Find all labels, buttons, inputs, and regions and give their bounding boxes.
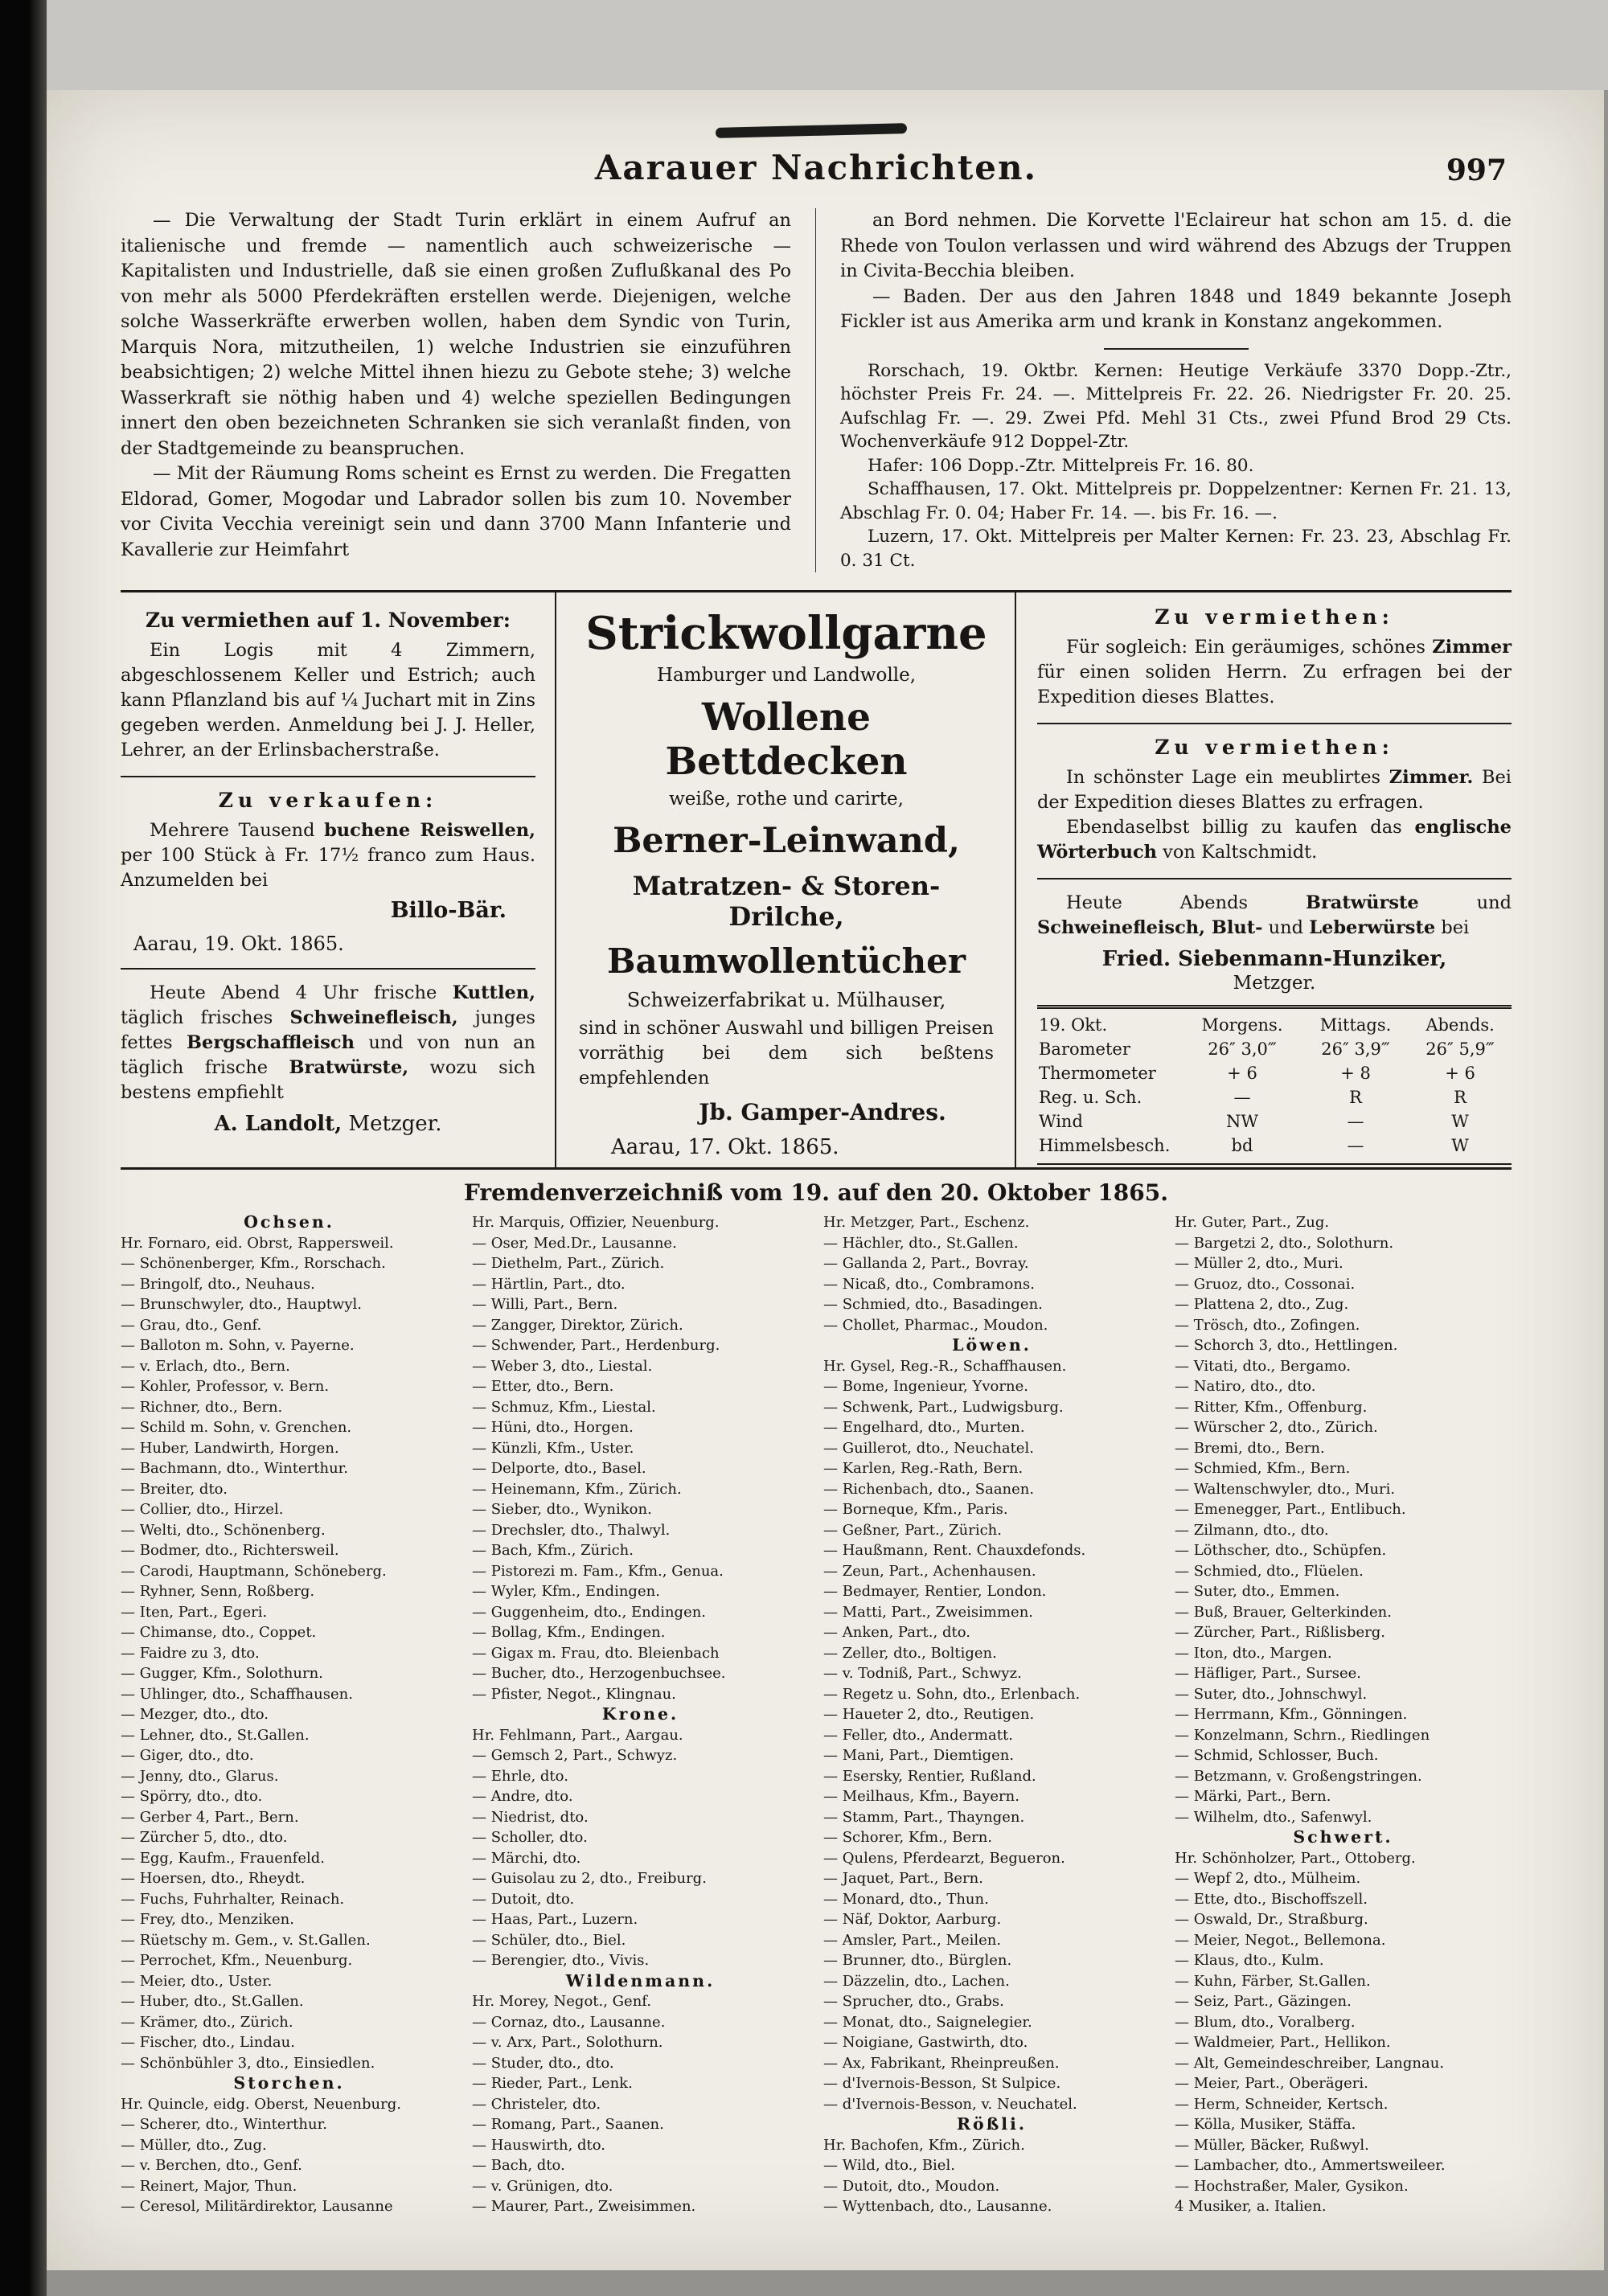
guest-entry: Hr. Marquis, Offizier, Neuenburg.: [472, 1214, 720, 1231]
guest-entry: — Kuhn, Färber, St.Gallen.: [1175, 1972, 1371, 1990]
ads-column-right: [1016, 592, 1512, 1167]
guest-entry: — Schwender, Part., Herdenburg.: [472, 1337, 720, 1354]
guest-column-2: [472, 1212, 809, 2217]
guest-entry: Hr. Metzger, Part., Eschenz.: [823, 1214, 1030, 1231]
guest-entry: — Rüetschy m. Gem., v. St.Gallen.: [121, 1931, 371, 1949]
guest-entry: — Scholler, dto.: [472, 1829, 588, 1846]
guest-entry: — Betzmann, v. Großengstringen.: [1175, 1767, 1422, 1785]
guest-entry: — Mani, Part., Diemtigen.: [823, 1747, 1015, 1764]
guest-entry: — Bome, Ingenieur, Yvorne.: [823, 1378, 1028, 1395]
guest-entry: Hr. Guter, Part., Zug.: [1175, 1214, 1330, 1231]
guest-entry: — Gerber 4, Part., Bern.: [121, 1808, 299, 1826]
guest-entry: — Scherer, dto., Winterthur.: [121, 2116, 327, 2133]
guest-entry: — Vitati, dto., Bergamo.: [1175, 1357, 1352, 1375]
guest-entry: Hr. Fehlmann, Part., Aargau.: [472, 1726, 683, 1744]
guest-entry: — Wyttenbach, dto., Lausanne.: [823, 2198, 1052, 2215]
guest-entry: — Guillerot, dto., Neuchatel.: [823, 1439, 1034, 1457]
weather-table: [1037, 1005, 1512, 1165]
guest-entry: — Kohler, Professor, v. Bern.: [121, 1378, 330, 1395]
ad-body: Ein Logis mit 4 Zimmern, abgeschlossenem Keller und Estrich; auch kann Pflanzland bis auf ¼ Juchart mit in Zins gegeben werden. Anmeldung bei J. J. Heller, Lehrer, an der Erlinsbacherstraße.: [121, 640, 535, 761]
scan-background-top: [0, 0, 1608, 90]
guest-entry: — Konzelmann, Schrn., Riedlingen: [1175, 1726, 1430, 1744]
guest-entry: — Spörry, dto., dto.: [121, 1788, 263, 1805]
guest-entry: — Fischer, dto., Lindau.: [121, 2034, 295, 2051]
hotel-heading: Storchen.: [233, 2073, 345, 2093]
ad-display-line: Wollene Bettdecken: [665, 695, 908, 784]
ad-signature: Fried. Siebenmann-Hunziker,: [1101, 947, 1447, 971]
guest-entry: — Perrochet, Kfm., Neuenburg.: [121, 1952, 353, 1969]
guest-entry: — Breiter, dto.: [121, 1480, 228, 1498]
market-reports: [840, 359, 1512, 573]
book-binding-shadow: [0, 0, 47, 2296]
guest-entry: — Schwenk, Part., Ludwigsburg.: [823, 1398, 1064, 1416]
guest-entry: — Etter, dto., Bern.: [472, 1378, 614, 1395]
guest-entry: — Sprucher, dto., Grabs.: [823, 1993, 1004, 2010]
guest-entry: — Märchi, dto.: [472, 1849, 581, 1867]
guest-entry: — Ax, Fabrikant, Rheinpreußen.: [823, 2054, 1060, 2072]
guest-entry: — Zeller, dto., Boltigen.: [823, 1644, 997, 1662]
newspaper-page: [47, 90, 1604, 2270]
ad-display-line: Strickwollgarne: [585, 607, 987, 660]
ad-dateline: Aarau, 17. Okt. 1865.: [611, 1135, 839, 1159]
guest-entry: — Gallanda 2, Part., Bovray.: [823, 1255, 1029, 1272]
ad-divider: [1037, 878, 1512, 879]
guest-entry: — Sieber, dto., Wynikon.: [472, 1501, 652, 1518]
guest-entry: — Wilhelm, dto., Safenwyl.: [1175, 1808, 1372, 1826]
guest-entry: 4 Musiker, a. Italien.: [1175, 2198, 1327, 2215]
guest-entry: — Schmuz, Kfm., Liestal.: [472, 1398, 656, 1416]
guest-entry: Hr. Bachofen, Kfm., Zürich.: [823, 2136, 1025, 2154]
guest-entry: — Bremi, dto., Bern.: [1175, 1439, 1325, 1457]
guest-entry: — v. Arx, Part., Solothurn.: [472, 2034, 663, 2051]
guest-entry: — Guisolau zu 2, dto., Freiburg.: [472, 1870, 707, 1887]
guest-entry: — Waldmeier, Part., Hellikon.: [1175, 2034, 1391, 2051]
guest-entry: — Zilmann, dto., dto.: [1175, 1521, 1329, 1539]
guest-entry: — Karlen, Reg.-Rath, Bern.: [823, 1460, 1023, 1477]
guest-entry: — Brunner, dto., Bürglen.: [823, 1952, 1012, 1969]
weather-row: Barometer 26″ 3,0‴ 26″ 3,9‴ 26″ 5,9‴: [1037, 1037, 1512, 1061]
guest-entry: — Huber, Landwirth, Horgen.: [121, 1439, 339, 1457]
guest-entry: — Bringolf, dto., Neuhaus.: [121, 1275, 315, 1293]
guest-entry: — Bach, dto.: [472, 2157, 565, 2174]
ad-body: Ebendaselbst billig zu kaufen das englische Wörterbuch von Kaltschmidt.: [1037, 817, 1512, 863]
guest-entry: — Haas, Part., Luzern.: [472, 1911, 638, 1928]
guest-entry: Hr. Quincle, eidg. Oberst, Neuenburg.: [121, 2095, 401, 2113]
ad-signature: Billo-Bär.: [390, 898, 507, 923]
guest-entry: — Schmied, dto., Flüelen.: [1175, 1562, 1364, 1580]
guest-entry: — Schmied, dto., Basadingen.: [823, 1296, 1043, 1313]
hotel-heading: Löwen.: [952, 1335, 1032, 1355]
guest-entry: — Cornaz, dto., Lausanne.: [472, 2013, 666, 2031]
guest-entry: — Mezger, dto., dto.: [121, 1706, 269, 1723]
ad-body: Heute Abend 4 Uhr frische Kuttlen, täglich frisches Schweinefleisch, junges fettes Bergschaffleisch und von nun an täglich frische Bratwürste, wozu sich bestens empfiehlt: [121, 982, 535, 1103]
guest-entry: — Seiz, Part., Gäzingen.: [1175, 1993, 1352, 2010]
market-report: Rorschach, 19. Oktbr. Kernen: Heutige Verkäufe 3370 Dopp.-Ztr., höchster Preis Fr. 24. —. Mittelpreis Fr. 22. 26. Niedrigster Fr. 20. 25. Aufschlag Fr. —. 29. Zwei Pfd. Mehl 31 Cts., zwei Pfund Brod 29 Cts. Wochenverkäufe 912 Doppel-Ztr.: [840, 360, 1512, 452]
guest-entry: — Däzzelin, dto., Lachen.: [823, 1972, 1010, 1990]
guest-entry: — Haußmann, Rent. Chauxdefonds.: [823, 1542, 1086, 1559]
guest-entry: — Brunschwyler, dto., Hauptwyl.: [121, 1296, 362, 1313]
guest-entry: — Alt, Gemeindeschreiber, Langnau.: [1175, 2054, 1445, 2072]
guest-entry: — Chollet, Pharmac., Moudon.: [823, 1316, 1048, 1334]
guest-entry: — Studer, dto., dto.: [472, 2054, 614, 2072]
guest-entry: — Hächler, dto., St.Gallen.: [823, 1234, 1019, 1252]
guest-entry: — Künzli, Kfm., Uster.: [472, 1439, 634, 1457]
ad-divider: [121, 968, 535, 970]
guest-entry: — Chimanse, dto., Coppet.: [121, 1624, 317, 1641]
guest-entry: — Pistorezi m. Fam., Kfm., Genua.: [472, 1562, 724, 1580]
guest-entry: — Welti, dto., Schönenberg.: [121, 1521, 326, 1539]
guest-entry: — Fuchs, Fuhrhalter, Reinach.: [121, 1890, 345, 1908]
weather-row: Himmelsbesch. bd — W: [1037, 1134, 1512, 1164]
guest-entry: — Jenny, dto., Glarus.: [121, 1767, 279, 1785]
guest-entry: — Löthscher, dto., Schüpfen.: [1175, 1542, 1387, 1559]
news-paragraph: — Die Verwaltung der Stadt Turin erklärt in einem Aufruf an italienische und fremde — namentlich auch schweizerische — Kapitalisten und Industrielle, daß sie einen großen Zuflußkanal des Po von mehr als 5000 Pferdekräften erstellen werde. Diejenigen, welche solche Wasserkräfte erwerben wollen, haben dem Syndic von Turin, Marquis Nora, mitzutheilen, 1) welche Industrien sie einzuführen beabsichtigen; 2) welche Mittel ihnen hiezu zu Gebote stehe; 3) welche Wasserkraft sie nöthig haben und 4) welche speziellen Bedingungen innert den oben bezeichneten Schranken sie sich veranlaßt finden, von der Stadtgemeinde zu beanspruchen.: [121, 210, 791, 459]
guest-entry: — Bach, Kfm., Zürich.: [472, 1542, 634, 1559]
guest-entry: — v. Grünigen, dto.: [472, 2177, 613, 2195]
news-paragraph: — Baden. Der aus den Jahren 1848 und 1849 bekannte Joseph Fickler ist aus Amerika arm und krank in Konstanz angekommen.: [840, 285, 1512, 332]
guest-entry: — Ette, dto., Bischoffszell.: [1175, 1890, 1368, 1908]
weather-date: 19. Okt.: [1039, 1015, 1108, 1035]
weather-row: Wind NW — W: [1037, 1109, 1512, 1134]
guest-entry: — d'Ivernois-Besson, v. Neuchatel.: [823, 2095, 1077, 2113]
news-section: [121, 208, 1512, 592]
ad-body: Mehrere Tausend buchene Reiswellen, per 100 Stück à Fr. 17½ franco zum Haus. Anzumelden bei: [121, 820, 535, 891]
page-title: Aarauer Nachrichten.: [594, 148, 1038, 187]
weather-col-header: Morgens.: [1201, 1015, 1283, 1035]
guest-entry: — Härtlin, Part., dto.: [472, 1275, 626, 1293]
guest-entry: — Faidre zu 3, dto.: [121, 1644, 260, 1662]
weather-row-label: Wind: [1039, 1112, 1083, 1131]
guest-entry: — Niedrist, dto.: [472, 1808, 589, 1826]
guest-entry: — Iten, Part., Egeri.: [121, 1603, 268, 1621]
ad-strickwollgarne: [556, 592, 1016, 1167]
guest-entry: — Märki, Part., Bern.: [1175, 1788, 1331, 1805]
masthead: [121, 90, 1512, 187]
guest-entry: — Wyler, Kfm., Endingen.: [472, 1583, 660, 1600]
ad-signature: Jb. Gamper-Andres.: [699, 1099, 946, 1125]
guest-entry: — Herm, Schneider, Kertsch.: [1175, 2095, 1389, 2113]
guest-entry: — Würscher 2, dto., Zürich.: [1175, 1419, 1378, 1436]
guest-entry: — Willi, Part., Bern.: [472, 1296, 618, 1313]
guest-entry: — Müller 2, dto., Muri.: [1175, 1255, 1343, 1272]
guest-entry: — Kölla, Musiker, Stäffa.: [1175, 2116, 1356, 2133]
guest-entry: — Schmied, Kfm., Bern.: [1175, 1460, 1351, 1477]
guest-entry: — Hochstraßer, Maler, Gysikon.: [1175, 2177, 1409, 2195]
guest-entry: — Gigax m. Frau, dto. Bleienbach: [472, 1644, 720, 1662]
guest-entry: — Plattena 2, dto., Zug.: [1175, 1296, 1349, 1313]
guest-entry: — Romang, Part., Saanen.: [472, 2116, 664, 2133]
guest-entry: — Meier, dto., Uster.: [121, 1972, 273, 1990]
guest-entry: — Meilhaus, Kfm., Bayern.: [823, 1788, 1019, 1805]
guest-entry: — Hoersen, dto., Rheydt.: [121, 1870, 306, 1887]
guest-entry: — Weber 3, dto., Liestal.: [472, 1357, 653, 1375]
guest-register-columns: [121, 1212, 1512, 2217]
guest-entry: — Monard, dto., Thun.: [823, 1890, 989, 1908]
guest-entry: Hr. Schönholzer, Part., Ottoberg.: [1175, 1849, 1416, 1867]
guest-entry: — Giger, dto., dto.: [121, 1747, 254, 1764]
weather-col-header: Mittags.: [1319, 1015, 1392, 1035]
guest-entry: — Meier, Negot., Bellemona.: [1175, 1931, 1386, 1949]
guest-entry: — Grau, dto., Genf.: [121, 1316, 262, 1334]
guest-register-section: [121, 1167, 1512, 2217]
advertisement-section: [121, 592, 1512, 1167]
guest-column-3: [823, 1212, 1160, 2217]
guest-entry: — Buß, Brauer, Gelterkinden.: [1175, 1603, 1392, 1621]
guest-entry: — Feller, dto., Andermatt.: [823, 1726, 1013, 1744]
guest-entry: Hr. Morey, Negot., Genf.: [472, 1993, 652, 2010]
guest-entry: — Zeun, Part., Achenhausen.: [823, 1562, 1036, 1580]
guest-entry: — Borneque, Kfm., Paris.: [823, 1501, 1008, 1518]
guest-entry: — Herrmann, Kfm., Gönningen.: [1175, 1706, 1408, 1723]
guest-entry: — v. Berchen, dto., Genf.: [121, 2157, 302, 2174]
guest-entry: — Bargetzi 2, dto., Solothurn.: [1175, 1234, 1394, 1252]
guest-entry: — Regetz u. Sohn, dto., Erlenbach.: [823, 1685, 1081, 1703]
market-report: Luzern, 17. Okt. Mittelpreis per Malter Kernen: Fr. 23. 23, Abschlag Fr. 0. 31 Ct.: [840, 527, 1512, 571]
ad-display-line: Berner-Leinwand,: [613, 821, 960, 861]
guest-entry: — Bodmer, dto., Richtersweil.: [121, 1542, 339, 1559]
guest-entry: — Gugger, Kfm., Solothurn.: [121, 1665, 323, 1682]
guest-entry: — Andre, dto.: [472, 1788, 573, 1805]
guest-entry: — Haueter 2, dto., Reutigen.: [823, 1706, 1035, 1723]
guest-entry: — Häfliger, Part., Sursee.: [1175, 1665, 1361, 1682]
guest-entry: — Balloton m. Sohn, v. Payerne.: [121, 1337, 355, 1354]
ad-body: In schönster Lage ein meublirtes Zimmer. Bei der Expedition dieses Blattes zu erfragen.: [1037, 767, 1512, 813]
guest-entry: — Müller, dto., Zug.: [121, 2136, 267, 2154]
guest-entry: — Oser, Med.Dr., Lausanne.: [472, 1234, 677, 1252]
guest-entry: — Monat, dto., Saignelegier.: [823, 2013, 1032, 2031]
guest-entry: — Müller, Bäcker, Rußwyl.: [1175, 2136, 1369, 2154]
guest-entry: — Iton, dto., Margen.: [1175, 1644, 1332, 1662]
guest-entry: — Lehner, dto., St.Gallen.: [121, 1726, 310, 1744]
guest-entry: — Bedmayer, Rentier, London.: [823, 1583, 1047, 1600]
guest-entry: — Gemsch 2, Part., Schwyz.: [472, 1747, 678, 1764]
guest-entry: — Guggenheim, dto., Endingen.: [472, 1603, 707, 1621]
market-report: Hafer: 106 Dopp.-Ztr. Mittelpreis Fr. 16. 80.: [868, 455, 1254, 476]
ad-display-line: Matratzen- & Storen-Drilche,: [632, 871, 941, 932]
weather-row-label: Himmelsbesch.: [1039, 1136, 1171, 1155]
guest-entry: — Klaus, dto., Kulm.: [1175, 1952, 1324, 1969]
guest-entry: — Gruoz, dto., Cossonai.: [1175, 1275, 1356, 1293]
guest-entry: — Collier, dto., Hirzel.: [121, 1501, 284, 1518]
ad-body: sind in schöner Auswahl und billigen Preisen vorräthig bei dem sich beßtens empfehlenden: [579, 1018, 994, 1089]
guest-entry: — Frey, dto., Menziken.: [121, 1911, 294, 1928]
guest-entry: — Drechsler, dto., Thalwyl.: [472, 1521, 671, 1539]
guest-entry: — v. Todniß, Part., Schwyz.: [823, 1665, 1022, 1682]
weather-row-label: Thermometer: [1039, 1064, 1156, 1083]
hotel-heading: Schwert.: [1293, 1827, 1393, 1847]
ad-display-line: Hamburger und Landwolle,: [656, 665, 917, 686]
guest-entry: — Stamm, Part., Thayngen.: [823, 1808, 1025, 1826]
news-paragraph: an Bord nehmen. Die Korvette l'Eclaireur hat schon am 15. d. die Rhede von Toulon verlassen und wird während des Abzugs der Truppen in Civita-Becchia bleiben.: [840, 210, 1512, 281]
ad-heading: Zu vermiethen:: [1155, 736, 1394, 759]
guest-entry: — Esersky, Rentier, Rußland.: [823, 1767, 1036, 1785]
guest-entry: — Oswald, Dr., Straßburg.: [1175, 1911, 1368, 1928]
guest-entry: — Diethelm, Part., Zürich.: [472, 1255, 665, 1272]
guest-entry: — Bachmann, dto., Winterthur.: [121, 1460, 349, 1477]
guest-entry: — Schönbühler 3, dto., Einsiedlen.: [121, 2054, 375, 2072]
guest-entry: — Richner, dto., Bern.: [121, 1398, 283, 1416]
guest-entry: — Engelhard, dto., Murten.: [823, 1419, 1025, 1436]
guest-entry: — Matti, Part., Zweisimmen.: [823, 1603, 1034, 1621]
weather-row: Reg. u. Sch. — R R: [1037, 1085, 1512, 1109]
guest-entry: — Hüni, dto., Horgen.: [472, 1419, 634, 1436]
guest-entry: — Rieder, Part., Lenk.: [472, 2075, 633, 2092]
guest-entry: — Ehrle, dto.: [472, 1767, 568, 1785]
guest-entry: — Ritter, Kfm., Offenburg.: [1175, 1398, 1368, 1416]
hotel-heading: Wildenmann.: [565, 1970, 716, 1991]
ad-display-line: Baumwollentücher: [607, 941, 966, 981]
guest-entry: — Jaquet, Part., Bern.: [823, 1870, 983, 1887]
ad-display-line: Schweizerfabrikat u. Mülhauser,: [626, 989, 946, 1011]
guest-entry: — Emenegger, Part., Entlibuch.: [1175, 1501, 1406, 1518]
guest-entry: — Natiro, dto., dto.: [1175, 1378, 1316, 1395]
guest-entry: — Lambacher, dto., Ammertsweileer.: [1175, 2157, 1446, 2174]
hotel-heading: Ochsen.: [244, 1212, 334, 1232]
ad-signature-role: Metzger.: [1233, 973, 1316, 994]
guest-entry: — Noigiane, Gastwirth, dto.: [823, 2034, 1028, 2051]
ad-body: Heute Abends Bratwürste und Schweinefleisch, Blut- und Leberwürste bei: [1037, 892, 1512, 938]
guest-entry: — Richenbach, dto., Saanen.: [823, 1480, 1035, 1498]
guest-entry: Hr. Fornaro, eid. Obrst, Rappersweil.: [121, 1234, 394, 1252]
guest-entry: — Bollag, Kfm., Endingen.: [472, 1624, 666, 1641]
guest-entry: — Dutoit, dto., Moudon.: [823, 2177, 1000, 2195]
ad-heading: Zu verkaufen:: [218, 789, 438, 812]
guest-entry: — Blum, dto., Voralberg.: [1175, 2013, 1356, 2031]
guest-entry: — Amsler, Part., Meilen.: [823, 1931, 1002, 1949]
guest-entry: — Näf, Doktor, Aarburg.: [823, 1911, 1002, 1928]
guest-entry: — Zangger, Direktor, Zürich.: [472, 1316, 683, 1334]
news-column-right: [816, 208, 1512, 572]
guest-entry: — Schorch 3, dto., Hettlingen.: [1175, 1337, 1398, 1354]
guest-entry: — Krämer, dto., Zürich.: [121, 2013, 293, 2031]
guest-entry: — Ceresol, Militärdirektor, Lausanne: [121, 2198, 393, 2215]
guest-entry: — Anken, Part., dto.: [823, 1624, 970, 1641]
hotel-heading: Rößli.: [957, 2114, 1027, 2134]
guest-entry: — Schorer, Kfm., Bern.: [823, 1829, 993, 1846]
guest-entry: — Hauswirth, dto.: [472, 2136, 606, 2154]
guest-entry: — Meier, Part., Oberägeri.: [1175, 2075, 1368, 2092]
guest-column-4: [1175, 1212, 1512, 2217]
guest-entry: — Schüler, dto., Biel.: [472, 1931, 626, 1949]
guest-entry: — Bucher, dto., Herzogenbuchsee.: [472, 1665, 726, 1682]
weather-row: Thermometer + 6 + 8 + 6: [1037, 1061, 1512, 1085]
guest-entry: — Christeler, dto.: [472, 2095, 601, 2113]
ad-display-line: weiße, rothe und carirte,: [669, 789, 904, 810]
ad-divider: [1037, 723, 1512, 724]
ad-signature: A. Landolt, Metzger.: [214, 1112, 442, 1136]
guest-entry: — Schild m. Sohn, v. Grenchen.: [121, 1419, 352, 1436]
weather-row-label: Reg. u. Sch.: [1039, 1088, 1142, 1107]
guest-entry: — Waltenschwyler, dto., Muri.: [1175, 1480, 1396, 1498]
guest-entry: — Uhlinger, dto., Schaffhausen.: [121, 1685, 353, 1703]
guest-entry: — Carodi, Hauptmann, Schöneberg.: [121, 1562, 387, 1580]
hotel-heading: Krone.: [601, 1704, 679, 1724]
guest-entry: Hr. Gysel, Reg.-R., Schaffhausen.: [823, 1357, 1067, 1375]
guest-entry: — Zürcher 5, dto., dto.: [121, 1829, 288, 1846]
guest-entry: — d'Ivernois-Besson, St Sulpice.: [823, 2075, 1061, 2092]
section-divider: [1104, 348, 1249, 350]
guest-entry: — Wild, dto., Biel.: [823, 2157, 955, 2174]
market-report: Schaffhausen, 17. Okt. Mittelpreis pr. Doppelzentner: Kernen Fr. 21. 13, Abschlag Fr. 0. 04; Haber Fr. 14. —. bis Fr. 16. —.: [840, 479, 1512, 523]
guest-entry: — Reinert, Major, Thun.: [121, 2177, 297, 2195]
guest-entry: — Qulens, Pferdearzt, Begueron.: [823, 1849, 1065, 1867]
guest-entry: — Pfister, Negot., Klingnau.: [472, 1685, 676, 1703]
ad-divider: [121, 776, 535, 777]
guest-entry: — Ryhner, Senn, Roßberg.: [121, 1583, 315, 1600]
guest-entry: — Delporte, dto., Basel.: [472, 1460, 646, 1477]
guest-entry: — Suter, dto., Emmen.: [1175, 1583, 1340, 1600]
guest-entry: — Maurer, Part., Zweisimmen.: [472, 2198, 696, 2215]
guest-register-title: Fremdenverzeichniß vom 19. auf den 20. Oktober 1865.: [464, 1179, 1168, 1206]
guest-entry: — Berengier, dto., Vivis.: [472, 1952, 650, 1969]
guest-entry: — Nicaß, dto., Combramons.: [823, 1275, 1035, 1293]
page-number: 997: [1446, 154, 1507, 187]
weather-col-header: Abends.: [1425, 1015, 1495, 1035]
news-column-left: [121, 208, 816, 572]
guest-entry: — Huber, dto., St.Gallen.: [121, 1993, 304, 2010]
guest-entry: — Dutoit, dto.: [472, 1890, 575, 1908]
ad-dateline: Aarau, 19. Okt. 1865.: [133, 933, 344, 955]
guest-column-1: [121, 1212, 457, 2217]
guest-entry: — Schmid, Schlosser, Buch.: [1175, 1747, 1379, 1764]
guest-entry: — v. Erlach, dto., Bern.: [121, 1357, 290, 1375]
guest-entry: — Heinemann, Kfm., Zürich.: [472, 1480, 682, 1498]
ad-heading: Zu vermiethen:: [1155, 605, 1394, 629]
guest-entry: — Trösch, dto., Zofingen.: [1175, 1316, 1360, 1334]
guest-entry: — Geßner, Part., Zürich.: [823, 1521, 1002, 1539]
weather-row-label: Barometer: [1039, 1039, 1130, 1059]
guest-entry: — Wepf 2, dto., Mülheim.: [1175, 1870, 1361, 1887]
guest-entry: — Schönenberger, Kfm., Rorschach.: [121, 1255, 386, 1272]
ad-heading: Zu vermiethen auf 1. November:: [146, 609, 511, 632]
news-paragraph: — Mit der Räumung Roms scheint es Ernst zu werden. Die Fregatten Eldorad, Gomer, Mogodar und Labrador sollen bis zum 10. November vor Civita Vecchia vereinigt sein und dann 3700 Mann Infanterie und Kavallerie zur Heimfahrt: [121, 463, 791, 560]
guest-entry: — Egg, Kaufm., Frauenfeld.: [121, 1849, 325, 1867]
guest-entry: — Suter, dto., Johnschwyl.: [1175, 1685, 1368, 1703]
ads-column-left: [121, 592, 556, 1167]
ad-body: Für sogleich: Ein geräumiges, schönes Zimmer für einen soliden Herrn. Zu erfragen bei der Expedition dieses Blattes.: [1037, 637, 1512, 707]
guest-entry: — Zürcher, Part., Rißlisberg.: [1175, 1624, 1385, 1641]
